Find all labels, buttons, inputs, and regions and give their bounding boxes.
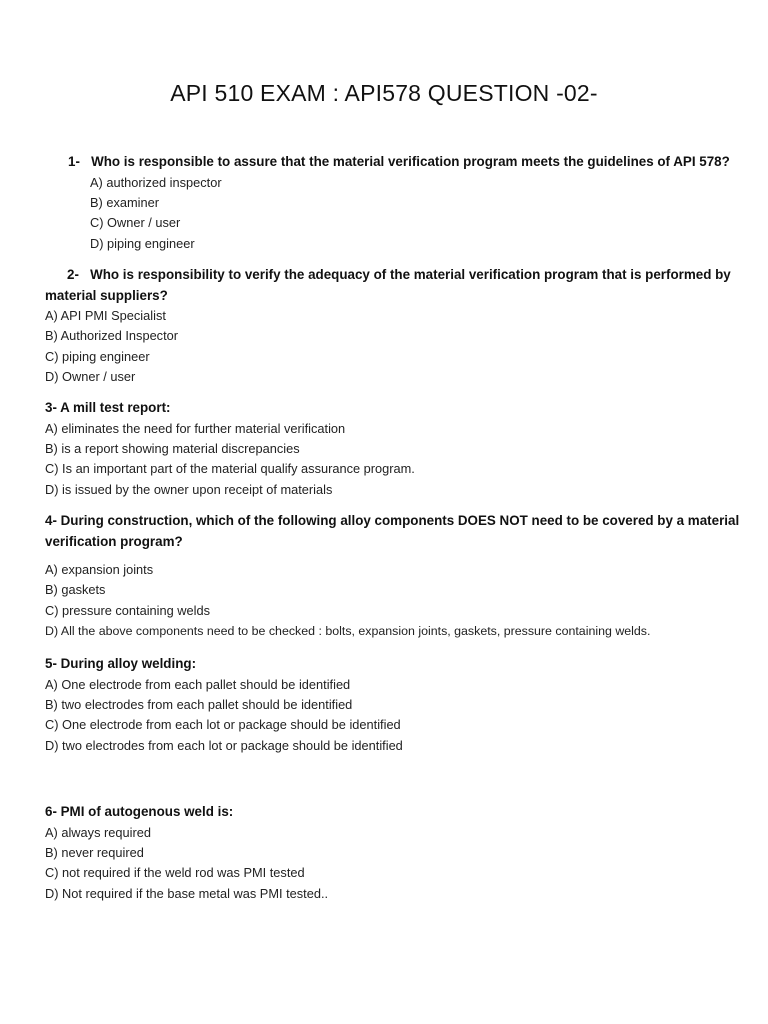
option-a: A) expansion joints bbox=[45, 562, 154, 577]
question-5 bbox=[45, 654, 725, 756]
question-6-options bbox=[45, 823, 725, 905]
option-b: B) two electrodes from each pallet should be identified bbox=[45, 696, 353, 712]
option-b: B) gaskets bbox=[45, 582, 106, 598]
question-2-text-line2: material suppliers? bbox=[45, 287, 168, 303]
question-6 bbox=[45, 802, 725, 904]
option-c: C) not required if the weld rod was PMI tested bbox=[45, 865, 305, 881]
option-d: D) is issued by the owner upon receipt of materials bbox=[45, 481, 333, 497]
option-a: A) authorized inspector bbox=[90, 174, 222, 190]
option-a: A) eliminates the need for further material verification bbox=[45, 420, 346, 436]
question-1-stem bbox=[68, 152, 748, 173]
question-2-stem-line1 bbox=[45, 265, 731, 286]
option-b: B) is a report showing material discrepancies bbox=[45, 440, 300, 456]
question-6-text: 6- PMI of autogenous weld is: bbox=[45, 804, 234, 819]
question-4-text-line2: verification program? bbox=[45, 533, 183, 549]
question-1-number: 1- bbox=[68, 154, 80, 169]
option-d: D) Not required if the base metal was PMI tested.. bbox=[45, 885, 329, 901]
option-b: B) Authorized Inspector bbox=[45, 328, 179, 344]
option-d: D) piping engineer bbox=[90, 235, 195, 251]
option-c: C) pressure containing welds bbox=[45, 602, 211, 618]
option-a: A) One electrode from each pallet should be identified bbox=[45, 676, 351, 692]
option-b: B) examiner bbox=[90, 194, 159, 210]
question-2-text-line1: Who is responsibility to verify the adequacy of the material verification program that is performed by bbox=[90, 267, 731, 282]
question-1-text: Who is responsible to assure that the material verification program meets the guidelines of API 578? bbox=[91, 154, 730, 169]
document-title: API 510 EXAM : API578 QUESTION -02- bbox=[170, 80, 598, 106]
question-2-options bbox=[45, 306, 725, 388]
question-3 bbox=[45, 398, 725, 500]
question-2-number: 2- bbox=[67, 267, 79, 282]
option-d: D) two electrodes from each lot or package should be identified bbox=[45, 737, 403, 753]
question-1-options bbox=[90, 173, 748, 255]
question-3-options bbox=[45, 419, 725, 501]
question-4-options bbox=[45, 560, 725, 642]
question-2 bbox=[45, 265, 731, 388]
option-c: C) piping engineer bbox=[45, 348, 150, 364]
question-1 bbox=[68, 152, 748, 254]
question-4 bbox=[45, 511, 740, 642]
option-a: A) always required bbox=[45, 824, 151, 840]
question-4-text-line1: 4- During construction, which of the following alloy components DOES NOT need to be covered by a material bbox=[45, 513, 740, 528]
question-3-text: 3- A mill test report: bbox=[45, 400, 171, 415]
question-5-text: 5- During alloy welding: bbox=[45, 656, 197, 671]
option-c: C) Owner / user bbox=[90, 215, 181, 231]
option-d: D) All the above components need to be checked : bolts, expansion joints, gaskets, pressure containing welds. bbox=[45, 624, 651, 639]
option-b: B) never required bbox=[45, 844, 144, 860]
option-a: A) API PMI Specialist bbox=[45, 308, 166, 323]
option-c: C) One electrode from each lot or package should be identified bbox=[45, 717, 401, 733]
option-c: C) Is an important part of the material qualify assurance program. bbox=[45, 461, 415, 477]
option-d: D) Owner / user bbox=[45, 369, 136, 385]
question-5-options bbox=[45, 675, 725, 757]
